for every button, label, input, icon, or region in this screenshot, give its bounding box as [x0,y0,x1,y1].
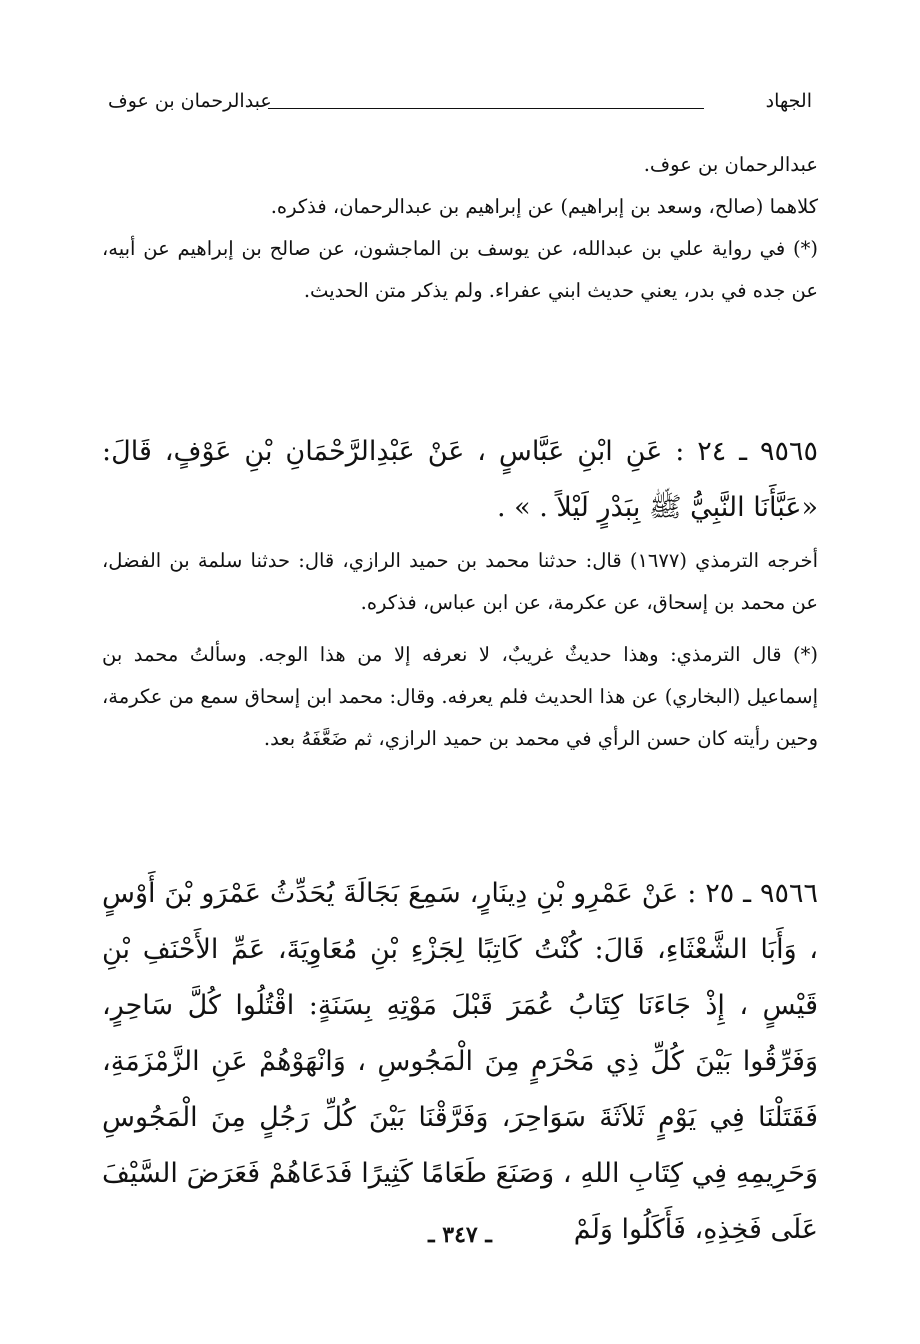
hadith-9565: ٩٥٦٥ ـ ٢٤ : عَنِ ابْنِ عَبَّاسٍ ، عَنْ عَبْدِالرَّحْمَانِ بْنِ عَوْفٍ، قَالَ: «عَبَّأَنَا النَّبِيُّ ﷺ بِبَدْرٍ لَيْلاً . » . [102,436,818,523]
paragraph-1: عبدالرحمان بن عوف. [643,153,818,176]
paragraph-3: (*) في رواية علي بن عبدالله، عن يوسف بن الماجشون، عن صالح بن إبراهيم عن أبيه، عن جده في بدر، يعني حديث ابني عفراء. ولم يذكر متن الحديث. [102,237,818,302]
paragraph-note: (*) قال الترمذي: وهذا حديثٌ غريبٌ، لا نعرفه إلا من هذا الوجه. وسألتُ محمد بن إسماعيل (البخاري) عن هذا الحديث فلم يعرفه. وقال: محمد ابن إسحاق سمع من عكرمة، وحين رأيته كان حسن الرأي في محمد بن حميد الرازي، ثم ضَعَّفَهُ بعد. [102,643,818,750]
running-header [108,90,812,124]
paragraph-2: كلاهما (صالح، وسعد بن إبراهيم) عن إبراهيم بن عبدالرحمان، فذكره. [270,195,818,218]
hadith-9566: ٩٥٦٦ ـ ٢٥ : عَنْ عَمْرِو بْنِ دِينَارٍ، سَمِعَ بَجَالَةَ يُحَدِّثُ عَمْرَو بْنَ أَوْسٍ ، وَأَبَا الشَّعْثَاءِ، قَالَ: كُنْتُ كَاتِبًا لِجَزْءِ بْنِ مُعَاوِيَةَ، عَمِّ الأَحْنَفِ بْنِ قَيْسٍ ، إِذْ جَاءَنَا كِتَابُ عُمَرَ قَبْلَ مَوْتِهِ بِسَنَةٍ: اقْتُلُوا كُلَّ سَاحِرٍ، وَفَرِّقُوا بَيْنَ كُلِّ ذِي مَحْرَمٍ مِنَ الْمَجُوسِ ، وَانْهَوْهُمْ عَنِ الزَّمْزَمَةِ، فَقَتَلْنَا فِي يَوْمٍ ثَلاَثَةَ سَوَاحِرَ، وَفَرَّقْنَا بَيْنَ كُلِّ رَجُلٍ مِنَ الْمَجُوسِ وَحَرِيمِهِ فِي كِتَابِ اللهِ ، وَصَنَعَ طَعَامًا كَثِيرًا فَدَعَاهُمْ فَعَرَضَ السَّيْفَ عَلَى فَخِذِهِ، فَأَكَلُوا وَلَمْ [102,878,819,1245]
section-title: عبدالرحمان بن عوف [108,90,272,112]
page-number: ـ ٣٤٧ ـ [428,1222,492,1248]
chapter-title: الجهاد [765,90,812,112]
paragraph-takhrij: أخرجه الترمذي (١٦٧٧) قال: حدثنا محمد بن حميد الرازي، قال: حدثنا سلمة بن الفضل، عن محمد بن إسحاق، عن عكرمة، عن ابن عباس، فذكره. [102,549,818,614]
header-rule [268,108,704,109]
